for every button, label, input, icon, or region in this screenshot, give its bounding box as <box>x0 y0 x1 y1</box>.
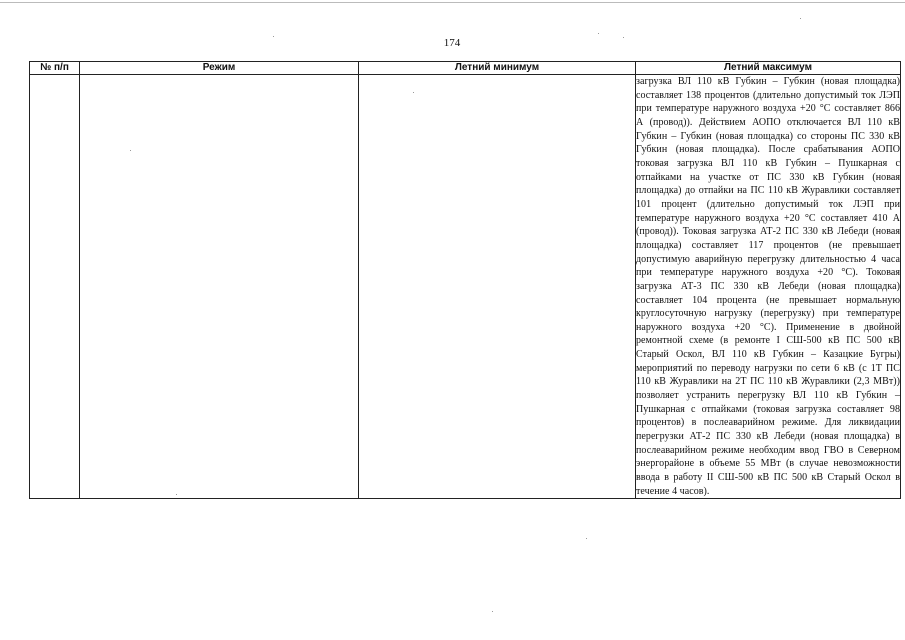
scan-speck <box>586 538 587 539</box>
table-row <box>30 75 901 499</box>
scan-speck <box>623 37 624 38</box>
scan-speck <box>413 92 414 93</box>
scan-speck <box>176 494 177 495</box>
scan-top-edge <box>0 2 905 3</box>
header-summer-minimum: Летний минимум <box>359 62 636 75</box>
scan-speck <box>598 33 599 34</box>
cell-number <box>30 75 80 499</box>
cell-mode <box>80 75 359 499</box>
regime-table <box>29 61 901 499</box>
header-summer-maximum: Летний максимум <box>636 62 901 75</box>
scan-speck <box>273 36 274 37</box>
header-mode: Режим <box>80 62 359 75</box>
scan-speck <box>800 18 801 19</box>
cell-summer-maximum: загрузка ВЛ 110 кВ Губкин – Губкин (новая площадка) составляет 138 процентов (длительно допустимый ток ЛЭП при температуре наружного воздуха +20 °С составляет 866 А (провод)). Действием АОПО отключается ВЛ 110 кВ Губкин – Губкин (новая площадка) со стороны ПС 330 кВ Губкин (новая площадка). После срабатывания АОПО токовая загрузка ВЛ 110 кВ Губкин – Пушкарная с отпайками на участке от ПС 330 кВ Губкин (новая площадка) до отпайки на ПС 110 кВ Журавлики составляет 101 процент (длительно допустимый ток ЛЭП при температуре наружного воздуха +20 °С составляет 410 А (провод)). Токовая загрузка АТ-2 ПС 330 кВ Лебеди (новая площадка) составляет 117 процентов (не превышает допустимую аварийную перегрузку длительностью 4 часа при температуре наружного воздуха +20 °С). Токовая загрузка АТ-3 ПС 330 кВ Лебеди (новая площадка) составляет 104 процента (не превышает нормальную круглосуточную нагрузку (перегрузку) при температуре наружного воздуха +20 °С). Применение в двойной ремонтной схеме (в ремонте I СШ-500 кВ ПС 500 кВ Старый Оскол, ВЛ 110 кВ Губкин – Казацкие Бугры) мероприятий по переводу нагрузки по сети 6 кВ (с 1Т ПС 110 кВ Журавлики на 2Т ПС 110 кВ Журавлики (2,3 МВт)) позволяет устранить перегрузку ВЛ 110 кВ Губкин – Пушкарная с отпайками (токовая загрузка составляет 98 процентов) в послеаварийном режиме. Для ликвидации перегрузки АТ-2 ПС 330 кВ Лебеди (новая площадка) в послеаварийном режиме необходим ввод ГВО в Северном энергорайоне в объеме 55 МВт (в случае невозможности ввода в работу II СШ-500 кВ ПС 500 кВ Старый Оскол в течение 4 часов). <box>636 75 901 499</box>
scan-speck <box>130 150 131 151</box>
table-header-row <box>30 62 901 75</box>
cell-summer-minimum <box>359 75 636 499</box>
page-number: 174 <box>443 37 461 49</box>
header-number: № п/п <box>30 62 80 75</box>
scan-speck <box>492 611 493 612</box>
